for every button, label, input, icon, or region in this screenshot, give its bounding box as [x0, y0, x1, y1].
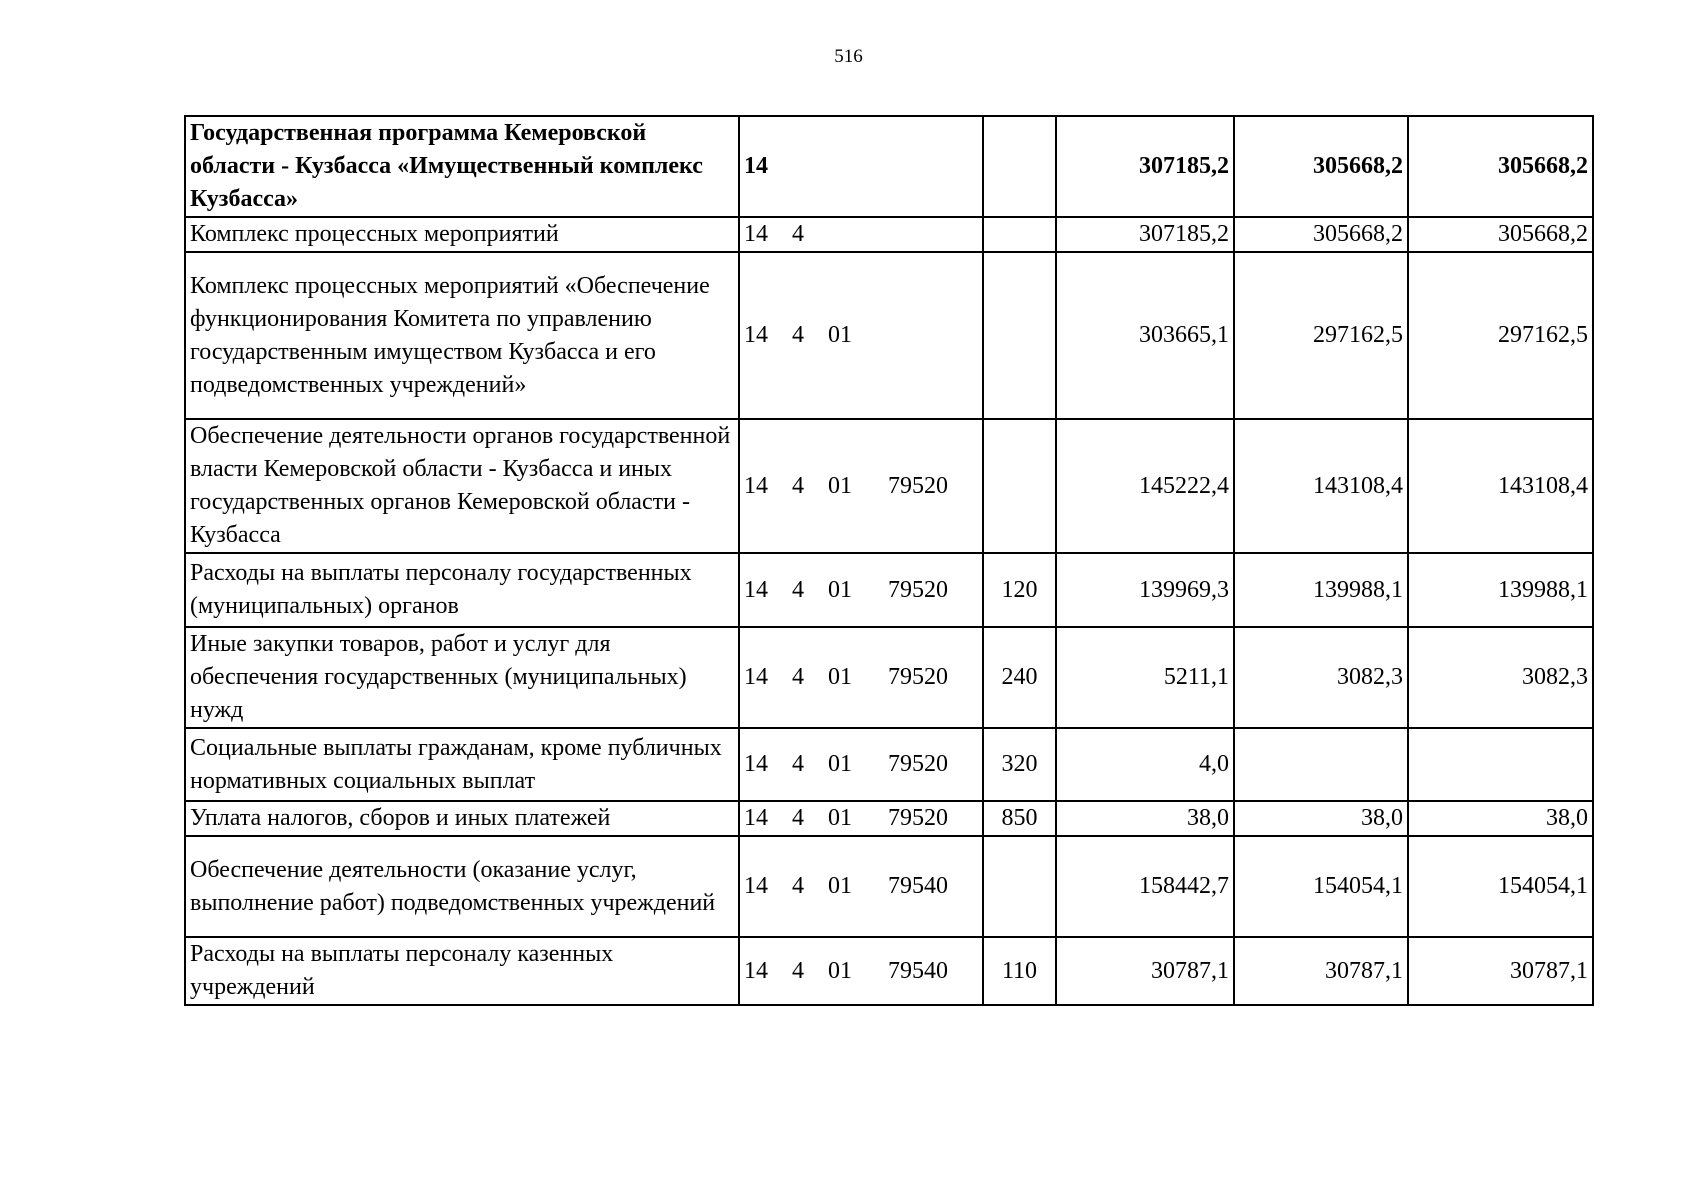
row-value-1: 139969,3 [1056, 553, 1234, 627]
row-expense-type [983, 252, 1056, 419]
row-value-1: 158442,7 [1056, 836, 1234, 937]
row-value-2: 305668,2 [1234, 116, 1408, 217]
row-expense-type [983, 419, 1056, 553]
row-expense-type [983, 217, 1056, 252]
row-expense-type: 120 [983, 553, 1056, 627]
row-name: Иные закупки товаров, работ и услуг для обеспечения государственных (муниципальных) нужд [185, 627, 739, 728]
row-value-1: 5211,1 [1056, 627, 1234, 728]
budget-table [184, 115, 1594, 1006]
row-value-2: 3082,3 [1234, 627, 1408, 728]
row-codes: 14 [739, 116, 983, 217]
row-codes: 14 4 [739, 217, 983, 252]
row-value-3: 38,0 [1408, 801, 1593, 836]
row-value-2: 139988,1 [1234, 553, 1408, 627]
page-number: 516 [834, 46, 863, 67]
row-value-3: 3082,3 [1408, 627, 1593, 728]
row-value-1: 307185,2 [1056, 217, 1234, 252]
row-value-2: 297162,5 [1234, 252, 1408, 419]
row-name: Обеспечение деятельности (оказание услуг, выполнение работ) подведомственных учреждений [185, 836, 739, 937]
row-codes: 14 4 01 79520 [739, 801, 983, 836]
row-name: Уплата налогов, сборов и иных платежей [185, 801, 739, 836]
row-codes: 14 4 01 79540 [739, 937, 983, 1005]
row-codes: 14 4 01 79540 [739, 836, 983, 937]
row-name: Комплекс процессных мероприятий «Обеспечение функционирования Комитета по управлению государственным имуществом Кузбасса и его подведомственных учреждений» [185, 252, 739, 419]
row-codes: 14 4 01 79520 [739, 627, 983, 728]
row-codes: 14 4 01 79520 [739, 419, 983, 553]
row-expense-type: 110 [983, 937, 1056, 1005]
row-value-1: 30787,1 [1056, 937, 1234, 1005]
row-value-3: 297162,5 [1408, 252, 1593, 419]
row-expense-type: 850 [983, 801, 1056, 836]
row-value-3: 139988,1 [1408, 553, 1593, 627]
table-row [185, 801, 1593, 836]
row-value-2: 30787,1 [1234, 937, 1408, 1005]
row-value-1: 4,0 [1056, 728, 1234, 801]
row-name: Обеспечение деятельности органов государственной власти Кемеровской области - Кузбасса и иных государственных органов Кемеровской области - Кузбасса [185, 419, 739, 553]
row-codes: 14 4 01 79520 [739, 553, 983, 627]
table-row [185, 252, 1593, 419]
row-value-2: 154054,1 [1234, 836, 1408, 937]
row-name: Расходы на выплаты персоналу казенных учреждений [185, 937, 739, 1005]
row-value-1: 145222,4 [1056, 419, 1234, 553]
row-value-1: 303665,1 [1056, 252, 1234, 419]
row-name: Социальные выплаты гражданам, кроме публичных нормативных социальных выплат [185, 728, 739, 801]
row-value-2: 305668,2 [1234, 217, 1408, 252]
row-value-3: 305668,2 [1408, 116, 1593, 217]
table-row [185, 627, 1593, 728]
row-name: Комплекс процессных мероприятий [185, 217, 739, 252]
row-expense-type: 240 [983, 627, 1056, 728]
table-row [185, 836, 1593, 937]
row-value-3 [1408, 728, 1593, 801]
row-name: Государственная программа Кемеровской области - Кузбасса «Имущественный комплекс Кузбасса» [185, 116, 739, 217]
row-expense-type [983, 836, 1056, 937]
row-value-2 [1234, 728, 1408, 801]
table-row [185, 553, 1593, 627]
row-value-3: 143108,4 [1408, 419, 1593, 553]
table-row [185, 419, 1593, 553]
row-codes: 14 4 01 [739, 252, 983, 419]
row-codes: 14 4 01 79520 [739, 728, 983, 801]
row-name: Расходы на выплаты персоналу государственных (муниципальных) органов [185, 553, 739, 627]
table-row [185, 116, 1593, 217]
table-row [185, 937, 1593, 1005]
table-row [185, 728, 1593, 801]
row-value-3: 154054,1 [1408, 836, 1593, 937]
row-value-1: 307185,2 [1056, 116, 1234, 217]
table-row [185, 217, 1593, 252]
row-expense-type [983, 116, 1056, 217]
row-value-2: 143108,4 [1234, 419, 1408, 553]
row-value-3: 30787,1 [1408, 937, 1593, 1005]
row-value-2: 38,0 [1234, 801, 1408, 836]
row-value-3: 305668,2 [1408, 217, 1593, 252]
row-expense-type: 320 [983, 728, 1056, 801]
row-value-1: 38,0 [1056, 801, 1234, 836]
